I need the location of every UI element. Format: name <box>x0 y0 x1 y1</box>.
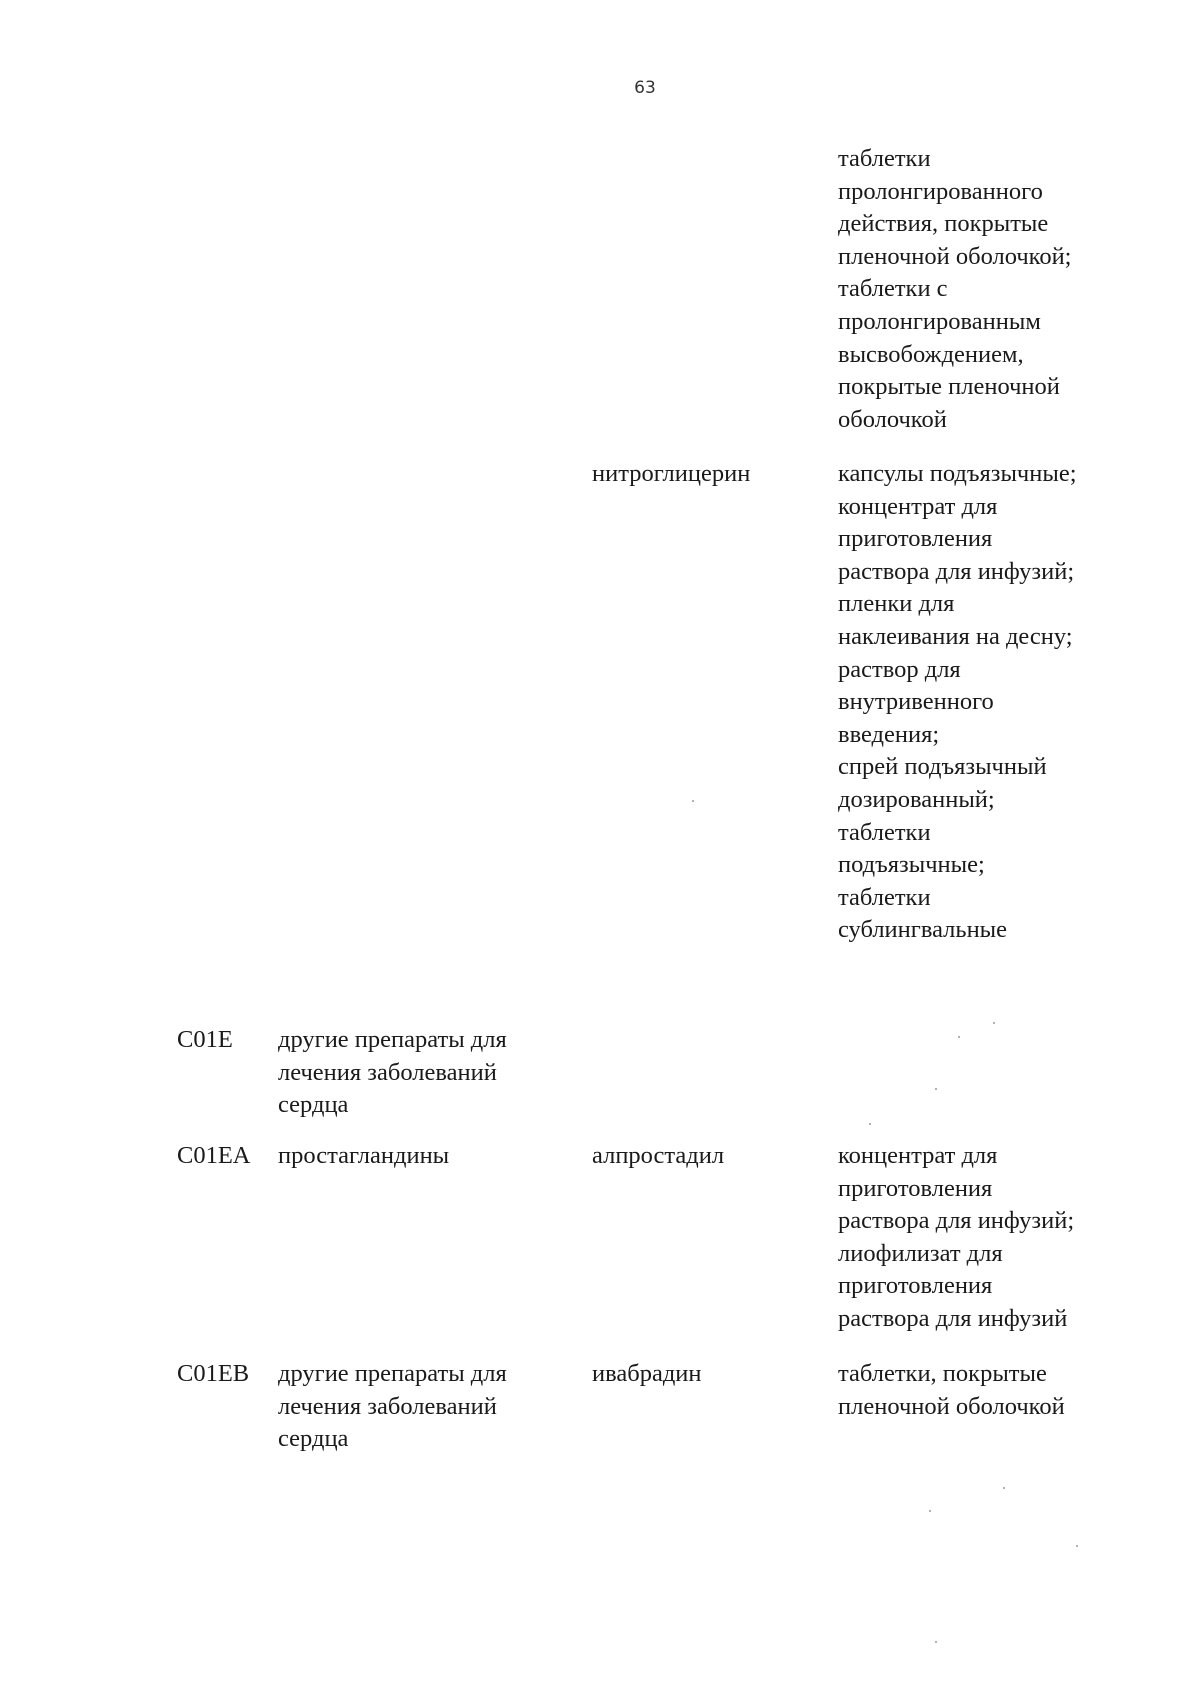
dosage-forms: таблетки пролонгированного действия, покрытые пленочной оболочкой; таблетки с пролонгированным высвобождением, покрытые пленочной оболочкой <box>838 145 1072 433</box>
scan-speck <box>869 1123 871 1125</box>
atc-code: C01EA <box>177 1142 251 1169</box>
atc-code: C01E <box>177 1026 233 1053</box>
anatomical-group: другие препараты для лечения заболеваний сердца <box>278 1026 507 1119</box>
atc-code: C01EB <box>177 1360 250 1387</box>
anatomical-group: другие препараты для лечения заболеваний сердца <box>278 1360 507 1453</box>
scan-speck <box>935 1088 937 1090</box>
drug-name: ивабрадин <box>592 1360 702 1387</box>
scan-speck <box>692 800 694 802</box>
drug-name: алпростадил <box>592 1142 725 1169</box>
scan-speck <box>993 1022 995 1024</box>
dosage-forms: концентрат для приготовления раствора для инфузий; лиофилизат для приготовления раствора для инфузий <box>838 1142 1075 1332</box>
scan-speck <box>958 1036 960 1038</box>
anatomical-group: простагландины <box>278 1142 450 1169</box>
dosage-forms: капсулы подъязычные; концентрат для приготовления раствора для инфузий; пленки для наклеивания на десну; раствор для внутривенного введения; спрей подъязычный дозированный; таблетки подъязычные; таблетки сублингвальные <box>838 460 1077 944</box>
drug-name: нитроглицерин <box>592 460 751 487</box>
dosage-forms: таблетки, покрытые пленочной оболочкой <box>838 1360 1065 1420</box>
scan-speck <box>1003 1487 1005 1489</box>
scan-speck <box>1076 1545 1078 1547</box>
scan-speck <box>929 1510 931 1512</box>
page-number: 63 <box>634 78 656 98</box>
scan-speck <box>935 1641 937 1643</box>
